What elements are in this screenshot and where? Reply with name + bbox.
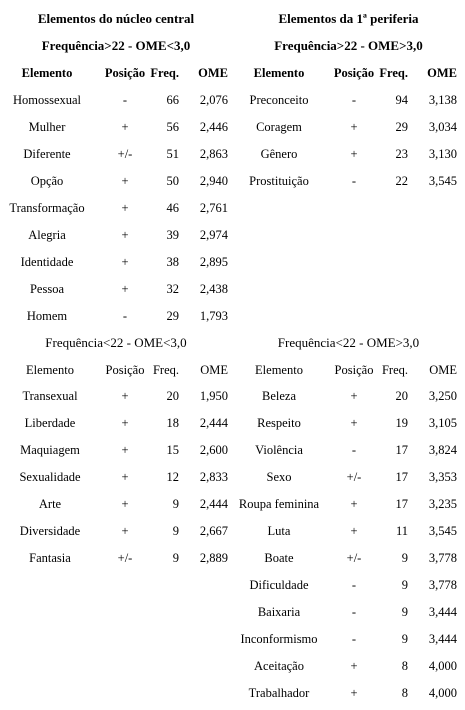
- cell-position: +: [121, 201, 129, 215]
- cell-position: +: [121, 497, 129, 511]
- cell-position: +: [121, 174, 129, 188]
- cell-frequency: 11: [395, 524, 408, 538]
- cell-element: Opção: [30, 174, 64, 188]
- cell-ome: 3,444: [428, 632, 457, 646]
- column-header-element: Elemento: [21, 66, 73, 80]
- cell-ome: 3,353: [428, 470, 457, 484]
- column-header-position: Posição: [334, 363, 374, 377]
- cell-element: Alegria: [28, 228, 66, 242]
- cell-frequency: 17: [395, 470, 408, 484]
- cell-position: +: [350, 416, 358, 430]
- left-section-title: Elementos do núcleo central: [37, 11, 195, 26]
- cell-position: +: [350, 120, 358, 134]
- cell-element: Aceitação: [254, 659, 304, 673]
- cell-ome: 2,863: [199, 147, 228, 161]
- cell-ome: 2,600: [199, 443, 228, 457]
- cell-position: +: [350, 147, 358, 161]
- cell-frequency: 46: [166, 201, 179, 215]
- cell-element: Prostituição: [249, 174, 309, 188]
- cell-element: Luta: [267, 524, 291, 538]
- cell-position: +: [350, 389, 358, 403]
- cell-frequency: 9: [172, 524, 179, 538]
- cell-element: Mulher: [28, 120, 66, 134]
- cell-position: -: [122, 309, 128, 323]
- cell-element: Beleza: [261, 389, 297, 403]
- cell-element: Fantasia: [29, 551, 71, 565]
- cell-frequency: 39: [166, 228, 179, 242]
- cell-ome: 3,235: [428, 497, 457, 511]
- cell-frequency: 9: [401, 632, 408, 646]
- cell-ome: 3,250: [428, 389, 457, 403]
- cell-element: Gênero: [260, 147, 298, 161]
- cell-ome: 2,761: [199, 201, 228, 215]
- cell-position: -: [122, 93, 128, 107]
- cell-position: -: [351, 174, 357, 188]
- cell-position: +: [121, 443, 129, 457]
- cell-frequency: 20: [395, 389, 408, 403]
- cell-ome: 2,446: [199, 120, 228, 134]
- cell-element: Identidade: [20, 255, 74, 269]
- column-header-position: Posição: [333, 66, 375, 80]
- column-header-ome: OME: [429, 363, 457, 377]
- cell-ome: 3,138: [428, 93, 457, 107]
- cell-element: Transformação: [9, 201, 85, 215]
- cell-frequency: 20: [166, 389, 179, 403]
- cell-ome: 2,438: [199, 282, 228, 296]
- cell-frequency: 51: [166, 147, 179, 161]
- cell-position: +/-: [117, 147, 133, 161]
- cell-frequency: 22: [395, 174, 408, 188]
- cell-frequency: 38: [166, 255, 179, 269]
- cell-element: Pessoa: [29, 282, 65, 296]
- quadrant-condition-title: Frequência<22 - OME<3,0: [45, 335, 187, 350]
- quadrant-condition-title: Frequência>22 - OME<3,0: [41, 38, 191, 53]
- cell-element: Preconceito: [249, 93, 309, 107]
- cell-position: +: [121, 524, 129, 538]
- column-header-frequency: Freq.: [379, 66, 408, 80]
- column-header-position: Posição: [104, 66, 146, 80]
- cell-position: -: [351, 578, 357, 592]
- cell-element: Boate: [264, 551, 294, 565]
- cell-frequency: 8: [401, 686, 408, 700]
- cell-frequency: 23: [395, 147, 408, 161]
- column-header-frequency: Freq.: [150, 66, 179, 80]
- quadrant-condition-title: Frequência<22 - OME>3,0: [277, 335, 420, 350]
- cell-frequency: 12: [166, 470, 179, 484]
- cell-frequency: 9: [401, 578, 408, 592]
- cell-element: Arte: [38, 497, 62, 511]
- cell-position: +: [350, 659, 358, 673]
- cell-position: +: [121, 416, 129, 430]
- cell-element: Inconformismo: [240, 632, 318, 646]
- cell-frequency: 8: [401, 659, 408, 673]
- cell-element: Violência: [255, 443, 303, 457]
- cell-ome: 1,950: [199, 389, 228, 403]
- cell-position: +: [350, 686, 358, 700]
- cell-element: Trabalhador: [248, 686, 310, 700]
- cell-position: +: [121, 282, 129, 296]
- column-header-position: Posição: [105, 363, 145, 377]
- cell-ome: 2,076: [199, 93, 228, 107]
- cell-position: +/-: [117, 551, 133, 565]
- cell-position: -: [351, 605, 357, 619]
- cell-ome: 3,778: [428, 551, 457, 565]
- cell-ome: 2,889: [199, 551, 228, 565]
- cell-element: Homem: [26, 309, 68, 323]
- cell-frequency: 29: [166, 309, 179, 323]
- cell-element: Sexo: [266, 470, 292, 484]
- cell-frequency: 50: [166, 174, 179, 188]
- cell-ome: 2,667: [199, 524, 228, 538]
- cell-element: Dificuldade: [249, 578, 309, 592]
- cell-frequency: 9: [401, 605, 408, 619]
- cell-position: +: [350, 524, 358, 538]
- cell-element: Sexualidade: [19, 470, 81, 484]
- cell-position: -: [351, 632, 357, 646]
- cell-ome: 3,778: [428, 578, 457, 592]
- cell-frequency: 9: [172, 497, 179, 511]
- cell-element: Respeito: [257, 416, 301, 430]
- cell-ome: 3,824: [428, 443, 457, 457]
- cell-ome: 2,974: [199, 228, 228, 242]
- column-header-element: Elemento: [26, 363, 74, 377]
- cell-ome: 2,444: [199, 416, 228, 430]
- cell-element: Diversidade: [19, 524, 81, 538]
- cell-position: +/-: [346, 551, 362, 565]
- cell-position: +: [350, 497, 358, 511]
- cell-frequency: 94: [395, 93, 408, 107]
- cell-element: Coragem: [256, 120, 302, 134]
- cell-position: +: [121, 470, 129, 484]
- cell-frequency: 18: [166, 416, 179, 430]
- column-header-element: Elemento: [255, 363, 303, 377]
- cell-ome: 3,545: [428, 524, 457, 538]
- cell-element: Homossexual: [12, 93, 82, 107]
- cell-frequency: 9: [401, 551, 408, 565]
- cell-position: +: [121, 120, 129, 134]
- cell-element: Maquiagem: [20, 443, 80, 457]
- cell-frequency: 32: [166, 282, 179, 296]
- cell-frequency: 15: [166, 443, 179, 457]
- cell-frequency: 29: [395, 120, 408, 134]
- cell-ome: 2,895: [199, 255, 228, 269]
- cell-position: -: [351, 93, 357, 107]
- cell-position: -: [351, 443, 357, 457]
- column-header-element: Elemento: [253, 66, 305, 80]
- cell-ome: 3,545: [428, 174, 457, 188]
- column-header-ome: OME: [200, 363, 228, 377]
- quadrant-condition-title: Frequência>22 - OME>3,0: [274, 38, 423, 53]
- cell-frequency: 56: [166, 120, 179, 134]
- column-header-ome: OME: [427, 66, 457, 80]
- cell-ome: 1,793: [199, 309, 228, 323]
- cell-element: Diferente: [23, 147, 71, 161]
- column-header-frequency: Freq.: [152, 363, 179, 377]
- cell-element: Roupa feminina: [238, 497, 320, 511]
- column-header-ome: OME: [198, 66, 228, 80]
- cell-position: +: [121, 228, 129, 242]
- cell-position: +: [121, 255, 129, 269]
- cell-element: Liberdade: [24, 416, 76, 430]
- cell-ome: 3,034: [428, 120, 457, 134]
- cell-frequency: 66: [166, 93, 179, 107]
- cell-ome: 4,000: [428, 659, 457, 673]
- cell-ome: 2,833: [199, 470, 228, 484]
- cell-ome: 3,130: [428, 147, 457, 161]
- cell-frequency: 9: [172, 551, 179, 565]
- cell-frequency: 17: [395, 443, 408, 457]
- cell-element: Transexual: [22, 389, 78, 403]
- cell-frequency: 19: [395, 416, 408, 430]
- column-header-frequency: Freq.: [381, 363, 408, 377]
- cell-position: +/-: [346, 470, 362, 484]
- cell-position: +: [121, 389, 129, 403]
- cell-frequency: 17: [395, 497, 408, 511]
- cell-ome: 4,000: [428, 686, 457, 700]
- cell-element: Baixaria: [257, 605, 301, 619]
- cell-ome: 2,444: [199, 497, 228, 511]
- cell-ome: 3,105: [428, 416, 457, 430]
- right-section-title: Elementos da 1ª periferia: [278, 11, 419, 26]
- cell-ome: 2,940: [199, 174, 228, 188]
- cell-ome: 3,444: [428, 605, 457, 619]
